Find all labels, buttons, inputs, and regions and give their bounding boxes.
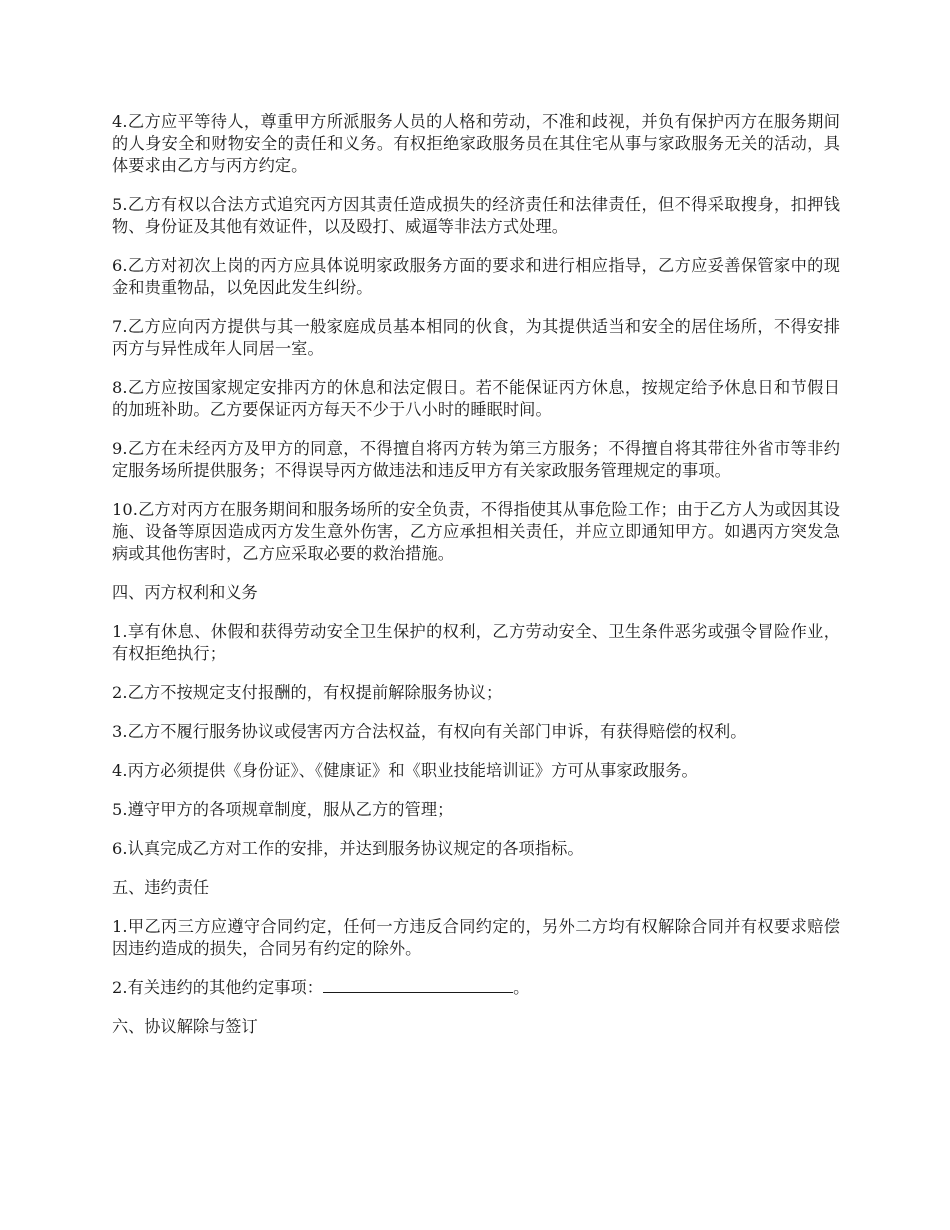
clause-5: 5.乙方有权以合法方式追究丙方因其责任造成损失的经济责任和法律责任，但不得采取搜身，扣押钱物、身份证及其他有效证件，以及殴打、威逼等非法方式处理。 bbox=[112, 195, 840, 236]
clause-9: 9.乙方在未经丙方及甲方的同意，不得擅自将丙方转为第三方服务；不得擅自将其带往外省市等非约定服务场所提供服务；不得误导丙方做违法和违反甲方有关家政服务管理规定的事项。 bbox=[112, 439, 840, 480]
clause-6: 6.乙方对初次上岗的丙方应具体说明家政服务方面的要求和进行相应指导，乙方应妥善保管家中的现金和贵重物品，以免因此发生纠纷。 bbox=[112, 256, 840, 297]
section-6-heading: 六、协议解除与签订 bbox=[112, 1017, 258, 1036]
clause-4: 4.乙方应平等待人，尊重甲方所派服务人员的人格和劳动，不准和歧视，并负有保护丙方在服务期间的人身安全和财物安全的责任和义务。有权拒绝家政服务员在其住宅从事与家政服务无关的活动，具体要求由乙方与丙方约定。 bbox=[112, 112, 840, 175]
section-5-item-2-end: 。 bbox=[513, 978, 530, 997]
section-5-heading: 五、违约责任 bbox=[112, 878, 210, 897]
clause-7: 7.乙方应向丙方提供与其一般家庭成员基本相同的伙食，为其提供适当和安全的居住场所，不得安排丙方与异性成年人同居一室。 bbox=[112, 317, 840, 358]
section-5-item-1: 1.甲乙丙三方应遵守合同约定，任何一方违反合同约定的，另外二方均有权解除合同并有权要求赔偿因违约造成的损失，合同另有约定的除外。 bbox=[112, 917, 840, 958]
clause-8: 8.乙方应按国家规定安排丙方的休息和法定假日。若不能保证丙方休息，按规定给予休息日和节假日的加班补助。乙方要保证丙方每天不少于八小时的睡眠时间。 bbox=[112, 378, 840, 419]
section-4-item-6: 6.认真完成乙方对工作的安排，并达到服务协议规定的各项指标。 bbox=[112, 839, 584, 858]
section-4-heading: 四、丙方权利和义务 bbox=[112, 583, 258, 602]
section-5-item-2 bbox=[112, 977, 840, 999]
section-5-item-2-text: 2.有关违约的其他约定事项： bbox=[112, 978, 324, 997]
section-4-item-3: 3.乙方不履行服务协议或侵害丙方合法权益，有权向有关部门申诉，有获得赔偿的权利。 bbox=[112, 722, 747, 741]
section-4-item-4: 4.丙方必须提供《身份证》、《健康证》和《职业技能培训证》方可从事家政服务。 bbox=[112, 761, 698, 780]
fill-in-blank[interactable] bbox=[323, 978, 513, 993]
section-4-item-1: 1.享有休息、休假和获得劳动安全卫生保护的权利，乙方劳动安全、卫生条件恶劣或强令冒险作业，有权拒绝执行； bbox=[112, 622, 840, 663]
section-4-item-5: 5.遵守甲方的各项规章制度，服从乙方的管理； bbox=[112, 800, 454, 819]
section-4-item-2: 2.乙方不按规定支付报酬的，有权提前解除服务协议； bbox=[112, 683, 503, 702]
clause-10: 10.乙方对丙方在服务期间和服务场所的安全负责，不得指使其从事危险工作；由于乙方人为或因其设施、设备等原因造成丙方发生意外伤害，乙方应承担相关责任，并应立即通知甲方。如遇丙方突发急病或其他伤害时，乙方应采取必要的救治措施。 bbox=[112, 500, 840, 563]
